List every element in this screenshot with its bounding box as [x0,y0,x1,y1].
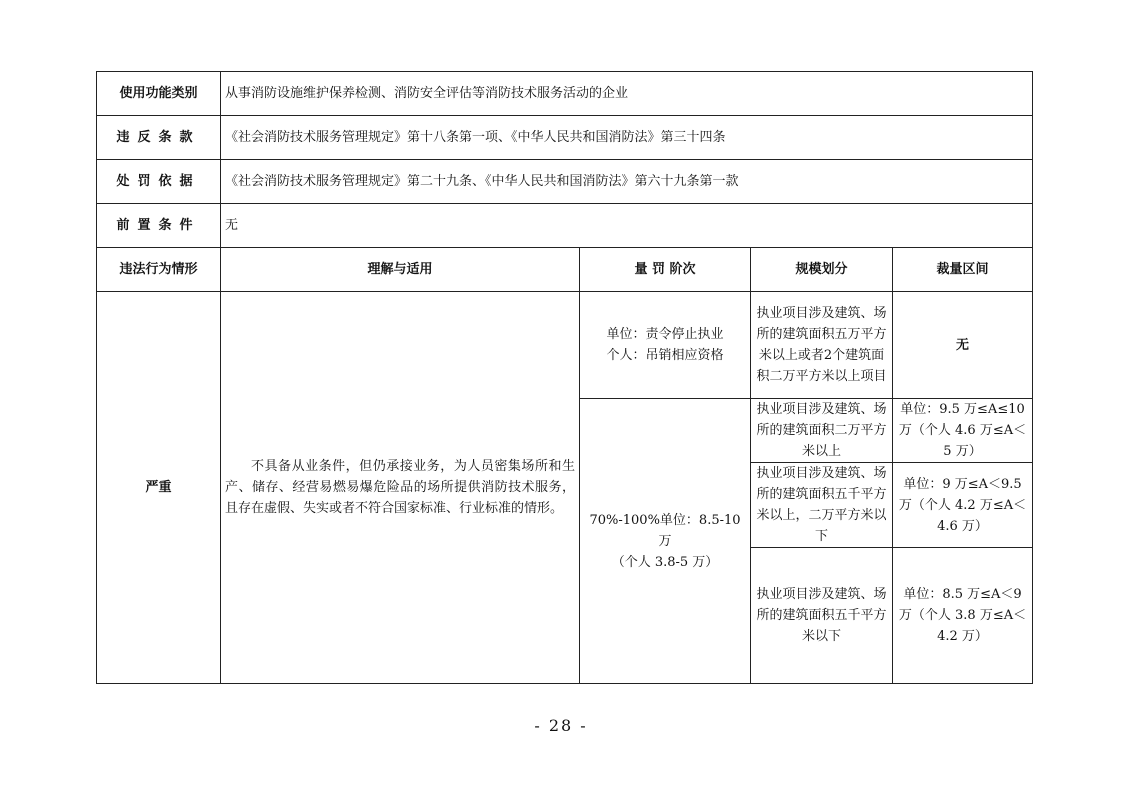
precondition-label: 前置条件 [97,204,221,248]
violation-value: 《社会消防技术服务管理规定》第十八条第一项、《中华人民共和国消防法》第三十四条 [221,116,1033,160]
basis-row [97,160,1033,204]
header-range: 裁量区间 [893,248,1033,292]
precondition-row [97,204,1033,248]
description-cell: 不具备从业条件，但仍承接业务，为人员密集场所和生产、储存、经营易燃易爆危险品的场所提供消防技术服务，且存在虚假、失实或者不符合国家标准、行业标准的情形。 [221,292,580,684]
scale-cell: 执业项目涉及建筑、场所的建筑面积五千平方米以下 [751,548,893,684]
basis-value: 《社会消防技术服务管理规定》第二十九条、《中华人民共和国消防法》第六十九条第一款 [221,160,1033,204]
header-situation: 违法行为情形 [97,248,221,292]
precondition-value: 无 [221,204,1033,248]
penalty-table [96,71,1033,684]
scale-cell: 执业项目涉及建筑、场所的建筑面积二万平方米以上 [751,399,893,463]
header-understanding: 理解与适用 [221,248,580,292]
header-scale: 规模划分 [751,248,893,292]
range-cell: 单位：9 万≤A＜9.5万（个人 4.2 万≤A＜4.6 万） [893,463,1033,548]
penalty-level-line: 个人：吊销相应资格 [606,348,724,363]
penalty-level-line: 单位：责令停止执业 [606,327,724,342]
violation-label: 违反条款 [97,116,221,160]
violation-row [97,116,1033,160]
header-penalty-level: 量 罚 阶次 [580,248,751,292]
category-row [97,72,1033,116]
range-cell: 单位：9.5 万≤A≤10万（个人 4.6 万≤A＜5 万） [893,399,1033,463]
page-number: - 28 - [534,716,588,735]
scale-cell: 执业项目涉及建筑、场所的建筑面积五千平方米以上，二万平方米以下 [751,463,893,548]
basis-label: 处罚依据 [97,160,221,204]
range-cell: 单位：8.5 万≤A＜9万（个人 3.8 万≤A＜4.2 万） [893,548,1033,684]
header-row [97,248,1033,292]
table-row [97,292,1033,399]
category-label: 使用功能类别 [97,72,221,116]
penalty-level-cell [580,399,751,684]
severity-cell: 严重 [97,292,221,684]
scale-cell: 执业项目涉及建筑、场所的建筑面积五万平方米以上或者2个建筑面积二万平方米以上项目 [751,292,893,399]
category-value: 从事消防设施维护保养检测、消防安全评估等消防技术服务活动的企业 [221,72,1033,116]
penalty-level-cell [580,292,751,399]
penalty-level-line: 70%-100%单位：8.5-10 万 [589,512,741,549]
range-cell: 无 [893,292,1033,399]
penalty-level-line: （个人 3.8-5 万） [611,554,719,570]
